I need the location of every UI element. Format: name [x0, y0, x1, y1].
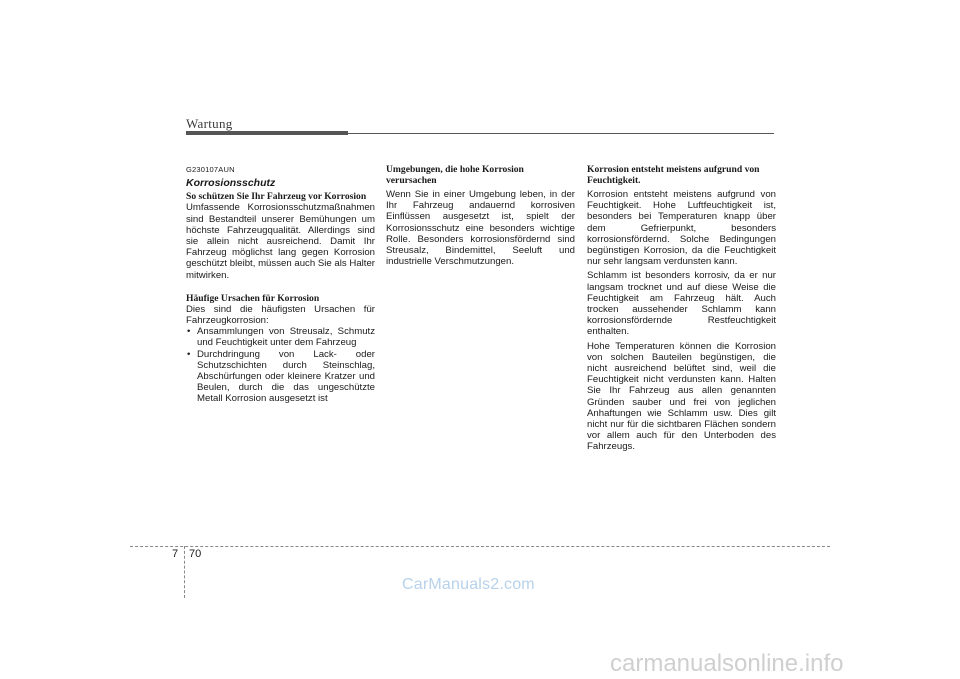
heading-moisture: Korrosion entsteht meistens aufgrund von Feuchtigkeit. — [587, 164, 760, 186]
paragraph-causes: Dies sind die häufigsten Ursachen für Fahrzeugkorrosion: — [186, 303, 375, 327]
chapter-number: 7 — [172, 548, 179, 560]
column-1 — [186, 164, 375, 405]
list-item: • Ansammlungen von Streusalz, Schmutz und Feuchtigkeit unter dem Fahrzeug — [186, 326, 375, 348]
site-watermark: carmanualsonline.info — [610, 650, 844, 677]
section-title: Wartung — [186, 116, 233, 131]
paragraph-environments: Wenn Sie in einer Umgebung leben, in der Ihr Fahrzeug andauernd korrosiven Einflüssen ausgesetzt ist, spielt der Korrosionsschutz eine besonders wichtige Rolle. Besonders korrosionsfördernd sind Streusalz, Bindemittel, Seeluft und industrielle Verschmutzungen. — [386, 189, 575, 268]
page-number: 70 — [189, 548, 202, 560]
heading-environments: Umgebungen, die hohe Korrosion verursachen — [386, 164, 524, 186]
paragraph-temperature: Hohe Temperaturen können die Korrosion von solchen Bauteilen begünstigen, die nicht ausreichend belüftet sind, weil die Feuchtigkeit nicht verdunsten kann. Halten Sie Ihr Fahrzeug aus allen genannten Gründen sauber und frei von jeglichen Anhaftungen wie Schlamm usw. Dies gilt nicht nur für die sichtbaren Flächen sondern vor allem auch für den Unterboden des Fahrzeugs. — [587, 340, 776, 453]
list-item: • Durchdringung von Lack- oder Schutzschichten durch Steinschlag, Abschürfungen oder kleinere Kratzer und Beulen, durch die das ungeschützte Metall Korrosion ausgesetzt ist — [186, 349, 375, 405]
column-3 — [587, 164, 776, 453]
heading-protect: So schützen Sie Ihr Fahrzeug vor Korrosion — [186, 191, 367, 203]
heading-causes: Häufige Ursachen für Korrosion — [186, 292, 320, 304]
column-2 — [386, 164, 575, 267]
header-rule-thin — [348, 133, 774, 134]
causes-list — [186, 326, 375, 404]
paragraph-mud: Schlamm ist besonders korrosiv, da er nur langsam trocknet und auf diese Weise die Feuchtigkeit am Fahrzeug hält. Auch trocken aussehender Schlamm kann korrosionsfördernde Restfeuchtigkeit enthalten. — [587, 270, 776, 338]
section-code: G230107AUN — [186, 165, 235, 174]
paragraph-moisture: Korrosion entsteht meistens aufgrund von Feuchtigkeit. Hohe Luftfeuchtigkeit ist, besonders bei Temperaturen knapp über dem Gefrierpunkt, besonders korrosionsfördernd. Solche Bedingungen begünstigen Korrosion, da die Feuchtigkeit nur sehr langsam verdunsten kann. — [587, 189, 776, 268]
subsection-title: Korrosionsschutz — [186, 177, 276, 190]
paragraph-protect: Umfassende Korrosionsschutzmaßnahmen sind Bestandteil unserer Bemühungen um höchste Fahrzeugqualität. Allerdings sind sie allein nicht ausreichend. Damit Ihr Fahrzeug möglichst lang gegen Korrosion geschützt bleibt, müssen auch Sie als Halter mitwirken. — [186, 202, 375, 281]
watermark-link[interactable]: CarManuals2.com — [402, 576, 535, 593]
footer-vertical-divider — [184, 546, 185, 598]
footer-divider — [130, 546, 830, 547]
header-rule-thick — [186, 131, 348, 135]
